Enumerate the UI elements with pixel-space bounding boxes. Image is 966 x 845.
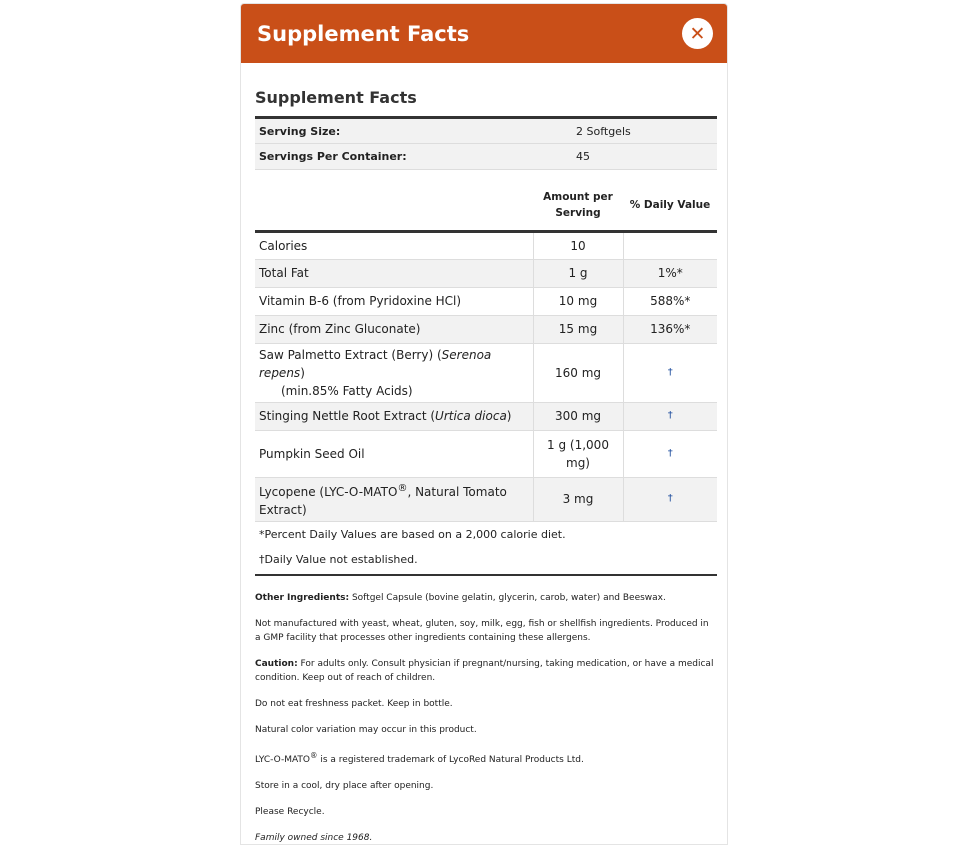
daily-value: † bbox=[623, 477, 717, 521]
nutrient-name: Calories bbox=[255, 231, 533, 259]
facts-table bbox=[255, 170, 717, 522]
amount: 10 mg bbox=[533, 287, 623, 315]
daily-value bbox=[623, 231, 717, 259]
label: Caution: bbox=[255, 658, 298, 669]
value: 2 Softgels bbox=[572, 118, 717, 144]
daily-value: 588%* bbox=[623, 287, 717, 315]
label: Other Ingredients: bbox=[255, 592, 350, 603]
other-ingredients bbox=[255, 591, 715, 605]
amount: 160 mg bbox=[533, 343, 623, 402]
serving-table bbox=[255, 116, 717, 170]
trademark-note bbox=[255, 749, 715, 767]
nutrient-name: Pumpkin Seed Oil bbox=[255, 430, 533, 477]
amount-header: Amount per Serving bbox=[533, 170, 623, 231]
footnote-dagger: †Daily Value not established. bbox=[259, 552, 418, 566]
label: Servings Per Container: bbox=[255, 144, 572, 170]
footnote-dv: *Percent Daily Values are based on a 2,000 calorie diet. bbox=[259, 527, 566, 541]
modal-title: Supplement Facts bbox=[257, 21, 470, 46]
amount: 3 mg bbox=[533, 477, 623, 521]
servings-per-container-row bbox=[255, 144, 717, 170]
daily-value: 136%* bbox=[623, 315, 717, 343]
label: Serving Size: bbox=[255, 118, 572, 144]
recycle-note: Please Recycle. bbox=[255, 806, 325, 817]
color-note: Natural color variation may occur in this product. bbox=[255, 724, 477, 735]
amount: 300 mg bbox=[533, 402, 623, 430]
text: is a registered trademark of LycoRed Natural Products Ltd. bbox=[317, 754, 584, 765]
nutrient-row bbox=[255, 315, 717, 343]
amount: 1 g bbox=[533, 259, 623, 287]
nutrient-row bbox=[255, 287, 717, 315]
amount: 15 mg bbox=[533, 315, 623, 343]
name-header bbox=[255, 170, 533, 231]
close-button[interactable] bbox=[682, 18, 713, 49]
close-icon: ✕ bbox=[689, 22, 706, 45]
nutrient-name: Vitamin B-6 (from Pyridoxine HCl) bbox=[255, 287, 533, 315]
facts-heading: Supplement Facts bbox=[255, 88, 417, 107]
notes bbox=[255, 591, 715, 845]
family-note bbox=[255, 831, 715, 845]
amount: 1 g (1,000 mg) bbox=[533, 430, 623, 477]
amount: 10 bbox=[533, 231, 623, 259]
supplement-facts-modal bbox=[240, 3, 728, 845]
modal-header bbox=[241, 4, 727, 63]
text: Family owned since 1968. bbox=[255, 832, 373, 843]
text: Softgel Capsule (bovine gelatin, glycerin, carob, water) and Beeswax. bbox=[349, 592, 666, 603]
nutrient-row bbox=[255, 402, 717, 430]
serving-size-row bbox=[255, 118, 717, 144]
daily-value: † bbox=[623, 402, 717, 430]
nutrient-row bbox=[255, 231, 717, 259]
allergen-note: Not manufactured with yeast, wheat, gluten, soy, milk, egg, fish or shellfish ingredients. Produced in a GMP facility that processes other ingredients containing these allergens. bbox=[255, 618, 709, 643]
caution bbox=[255, 657, 715, 685]
storage-note: Store in a cool, dry place after opening. bbox=[255, 780, 434, 791]
nutrient-row bbox=[255, 259, 717, 287]
freshness-note: Do not eat freshness packet. Keep in bottle. bbox=[255, 698, 453, 709]
daily-value: † bbox=[623, 430, 717, 477]
divider bbox=[255, 574, 717, 576]
nutrient-row bbox=[255, 430, 717, 477]
nutrient-name: Zinc (from Zinc Gluconate) bbox=[255, 315, 533, 343]
daily-value: † bbox=[623, 343, 717, 402]
nutrient-name: Total Fat bbox=[255, 259, 533, 287]
nutrient-name: Stinging Nettle Root Extract (Urtica dioca) bbox=[255, 402, 533, 430]
nutrient-name: Lycopene (LYC-O-MATO®, Natural Tomato Extract) bbox=[255, 477, 533, 521]
reg: ® bbox=[310, 750, 318, 760]
nutrient-row bbox=[255, 343, 717, 402]
nutrient-row bbox=[255, 477, 717, 521]
nutrient-name: Saw Palmetto Extract (Berry) (Serenoa repens) (min.85% Fatty Acids) bbox=[255, 343, 533, 402]
dv-header: % Daily Value bbox=[623, 170, 717, 231]
value: 45 bbox=[572, 144, 717, 170]
text: LYC-O-MATO bbox=[255, 754, 310, 765]
text: For adults only. Consult physician if pregnant/nursing, taking medication, or have a medical condition. Keep out of reach of children. bbox=[255, 658, 714, 683]
daily-value: 1%* bbox=[623, 259, 717, 287]
